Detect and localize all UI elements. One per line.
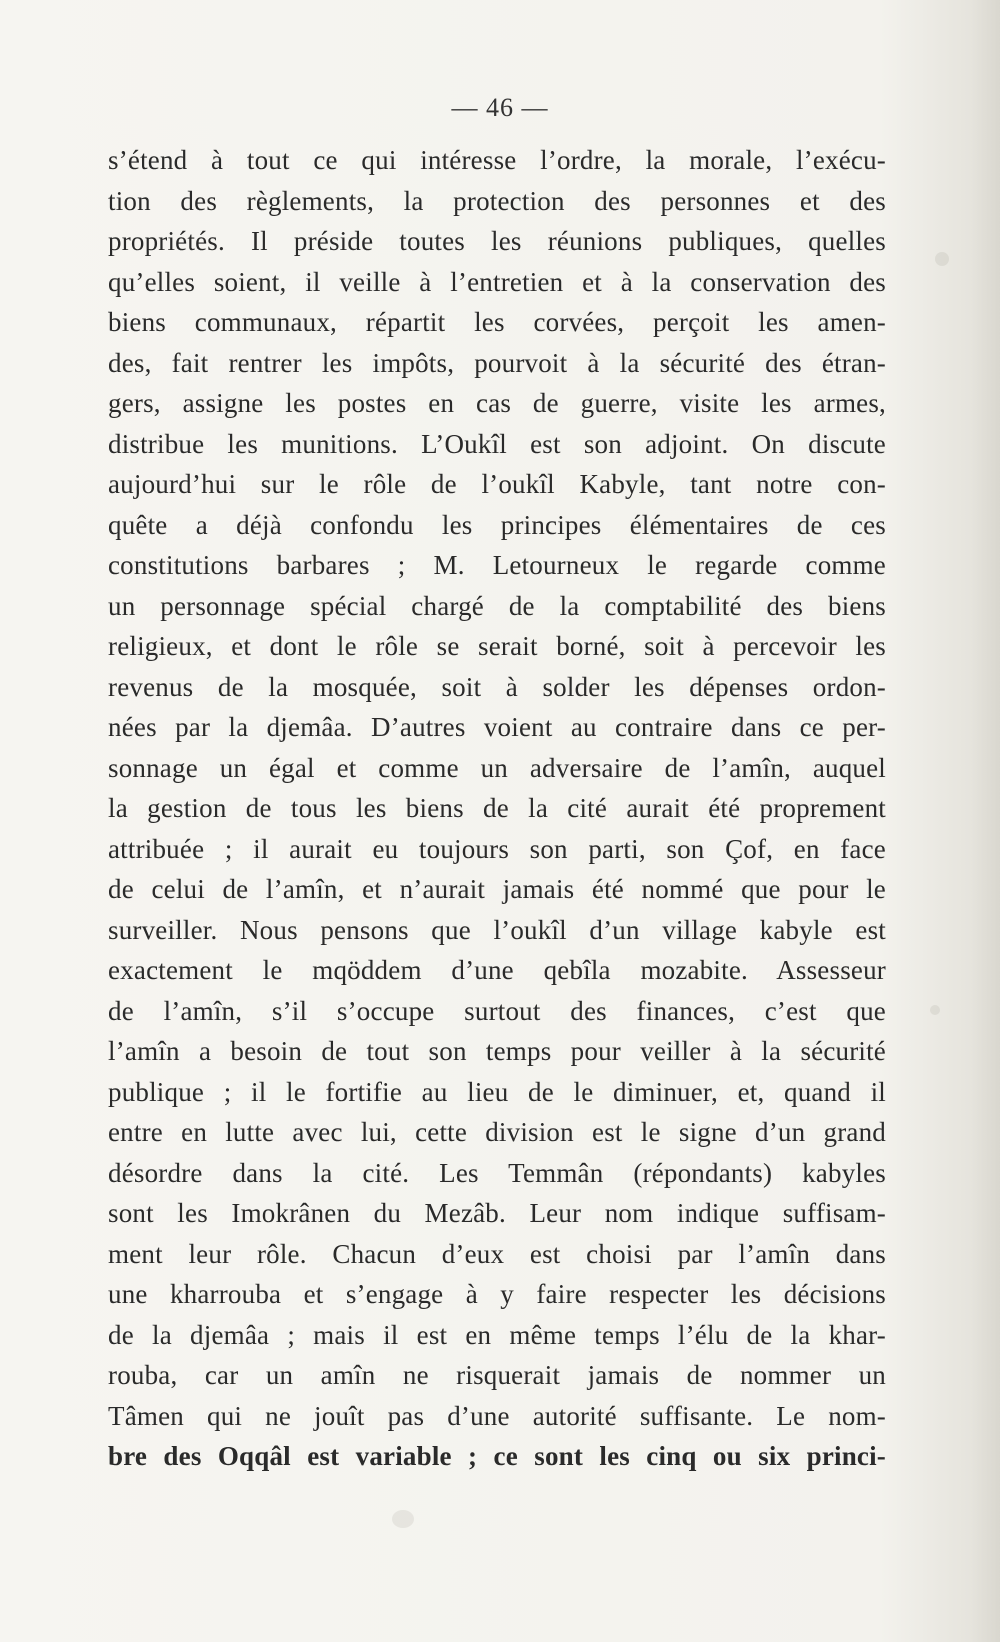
text-line: rouba, car un amîn ne risquerait jamais de nommer un <box>108 1360 886 1390</box>
text-line: entre en lutte avec lui, cette division est le signe d’un grand <box>108 1117 886 1147</box>
text-line: de celui de l’amîn, et n’aurait jamais été nommé que pour le <box>108 874 886 904</box>
text-line: revenus de la mosquée, soit à solder les dépenses ordon- <box>108 671 886 702</box>
text-line: de l’amîn, s’il s’occupe surtout des finances, c’est que <box>108 995 886 1026</box>
text-line: attribuée ; il aurait eu toujours son parti, son Çof, en face <box>108 833 886 864</box>
text-line: aujourd’hui sur le rôle de l’oukîl Kabyle, tant notre con- <box>108 469 886 499</box>
text-line: une kharrouba et s’engage à y faire respecter les décisions <box>108 1279 886 1309</box>
text-line: ment leur rôle. Chacun d’eux est choisi par l’amîn dans <box>108 1238 886 1269</box>
text-line: distribue les munitions. L’Oukîl est son adjoint. On discute <box>108 428 886 459</box>
text-line: exactement le mqöddem d’une qebîla mozabite. Assesseur <box>108 955 886 985</box>
paper-stain <box>392 1510 414 1528</box>
text-line: l’amîn a besoin de tout son temps pour veiller à la sécurité <box>108 1036 886 1066</box>
text-line: la gestion de tous les biens de la cité aurait été proprement <box>108 793 886 823</box>
text-line: Tâmen qui ne jouît pas d’une autorité suffisante. Le nom- <box>108 1400 886 1431</box>
text-line: quête a déjà confondu les principes élémentaires de ces <box>108 509 886 540</box>
text-line: surveiller. Nous pensons que l’oukîl d’un village kabyle est <box>108 914 886 945</box>
text-line: propriétés. Il préside toutes les réunions publiques, quelles <box>108 226 886 256</box>
text-line: nées par la djemâa. D’autres voient au contraire dans ce per- <box>108 712 886 742</box>
text-line: de la djemâa ; mais il est en même temps l’élu de la khar- <box>108 1319 886 1350</box>
text-line: bre des Oqqâl est variable ; ce sont les cinq ou six princi- <box>108 1441 886 1471</box>
text-line: constitutions barbares ; M. Letourneux le regarde comme <box>108 550 886 580</box>
paper-stain <box>930 1005 940 1015</box>
text-line: un personnage spécial chargé de la comptabilité des biens <box>108 590 886 621</box>
text-line: s’étend à tout ce qui intéresse l’ordre, la morale, l’exécu- <box>108 145 886 175</box>
text-line: qu’elles soient, il veille à l’entretien et à la conservation des <box>108 266 886 297</box>
body-text <box>108 140 886 1477</box>
text-line: sonnage un égal et comme un adversaire de l’amîn, auquel <box>108 752 886 783</box>
text-line: publique ; il le fortifie au lieu de le diminuer, et, quand il <box>108 1076 886 1107</box>
paper-stain <box>935 252 949 266</box>
text-line: biens communaux, répartit les corvées, perçoit les amen- <box>108 307 886 337</box>
page-number: — 46 — <box>451 93 549 122</box>
text-line: gers, assigne les postes en cas de guerre, visite les armes, <box>108 388 886 418</box>
text-line: religieux, et dont le rôle se serait borné, soit à percevoir les <box>108 631 886 661</box>
text-line: sont les Imokrânen du Mezâb. Leur nom indique suffisam- <box>108 1198 886 1228</box>
text-line: tion des règlements, la protection des personnes et des <box>108 185 886 216</box>
text-line: désordre dans la cité. Les Temmân (répondants) kabyles <box>108 1157 886 1188</box>
text-line: des, fait rentrer les impôts, pourvoit à la sécurité des étran- <box>108 347 886 378</box>
